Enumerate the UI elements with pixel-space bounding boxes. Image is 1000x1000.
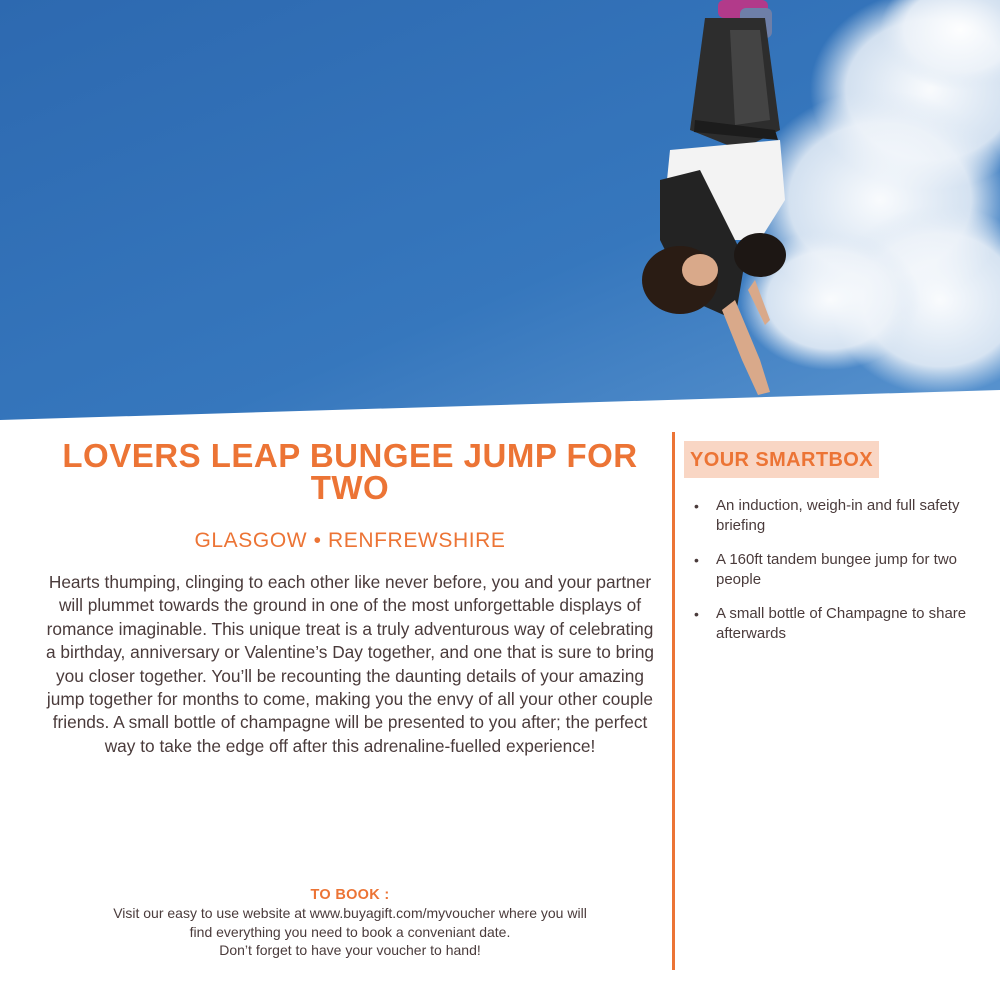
product-description: Hearts thumping, clinging to each other like never before, you and your partner will plummet towards the ground in one of the most unforgettable displays of romance imaginable. This unique treat is a truly adventurous way of celebrating a birthday, anniversary or Valentine’s Day together, and one that is sure to bring you closer together. You’ll be recounting the daunting details of your amazing jump together for months to come, making you the envy of all your other couple friends. A small bottle of champagne will be presented to you after; the perfect way to take the edge off after this adrenaline-fuelled experience!	[45, 572, 655, 756]
bullet-icon: •	[694, 498, 699, 514]
smartbox-heading: YOUR SMARTBOX	[684, 441, 879, 478]
list-item	[684, 496, 974, 536]
product-location: GLASGOW • RENFREWSHIRE	[194, 529, 506, 552]
booking-line-2: find everything you need to book a conveniant date.	[189, 923, 511, 940]
smartbox-list	[684, 496, 984, 644]
list-item	[684, 604, 974, 644]
booking-info	[40, 886, 660, 960]
product-details	[40, 437, 660, 758]
list-item	[684, 550, 974, 590]
bullet-icon: •	[694, 552, 699, 568]
bullet-icon: •	[694, 606, 699, 622]
booking-line-3: Don’t forget to have your voucher to hand!	[219, 942, 481, 958]
booking-title: TO BOOK :	[310, 887, 390, 903]
bungee-jump-photo-icon	[0, 0, 1000, 425]
hero-image	[0, 0, 1000, 425]
product-title: LOVERS LEAP BUNGEE JUMP FOR TWO	[62, 437, 638, 506]
column-divider	[672, 432, 675, 970]
smartbox-panel	[684, 441, 984, 658]
list-item-label: A 160ft tandem bungee jump for two people	[716, 551, 957, 588]
list-item-label: A small bottle of Champagne to share afterwards	[716, 605, 967, 642]
booking-line-1: Visit our easy to use website at www.buyagift.com/myvoucher where you will	[113, 905, 587, 921]
list-item-label: An induction, weigh-in and full safety briefing	[716, 497, 960, 534]
